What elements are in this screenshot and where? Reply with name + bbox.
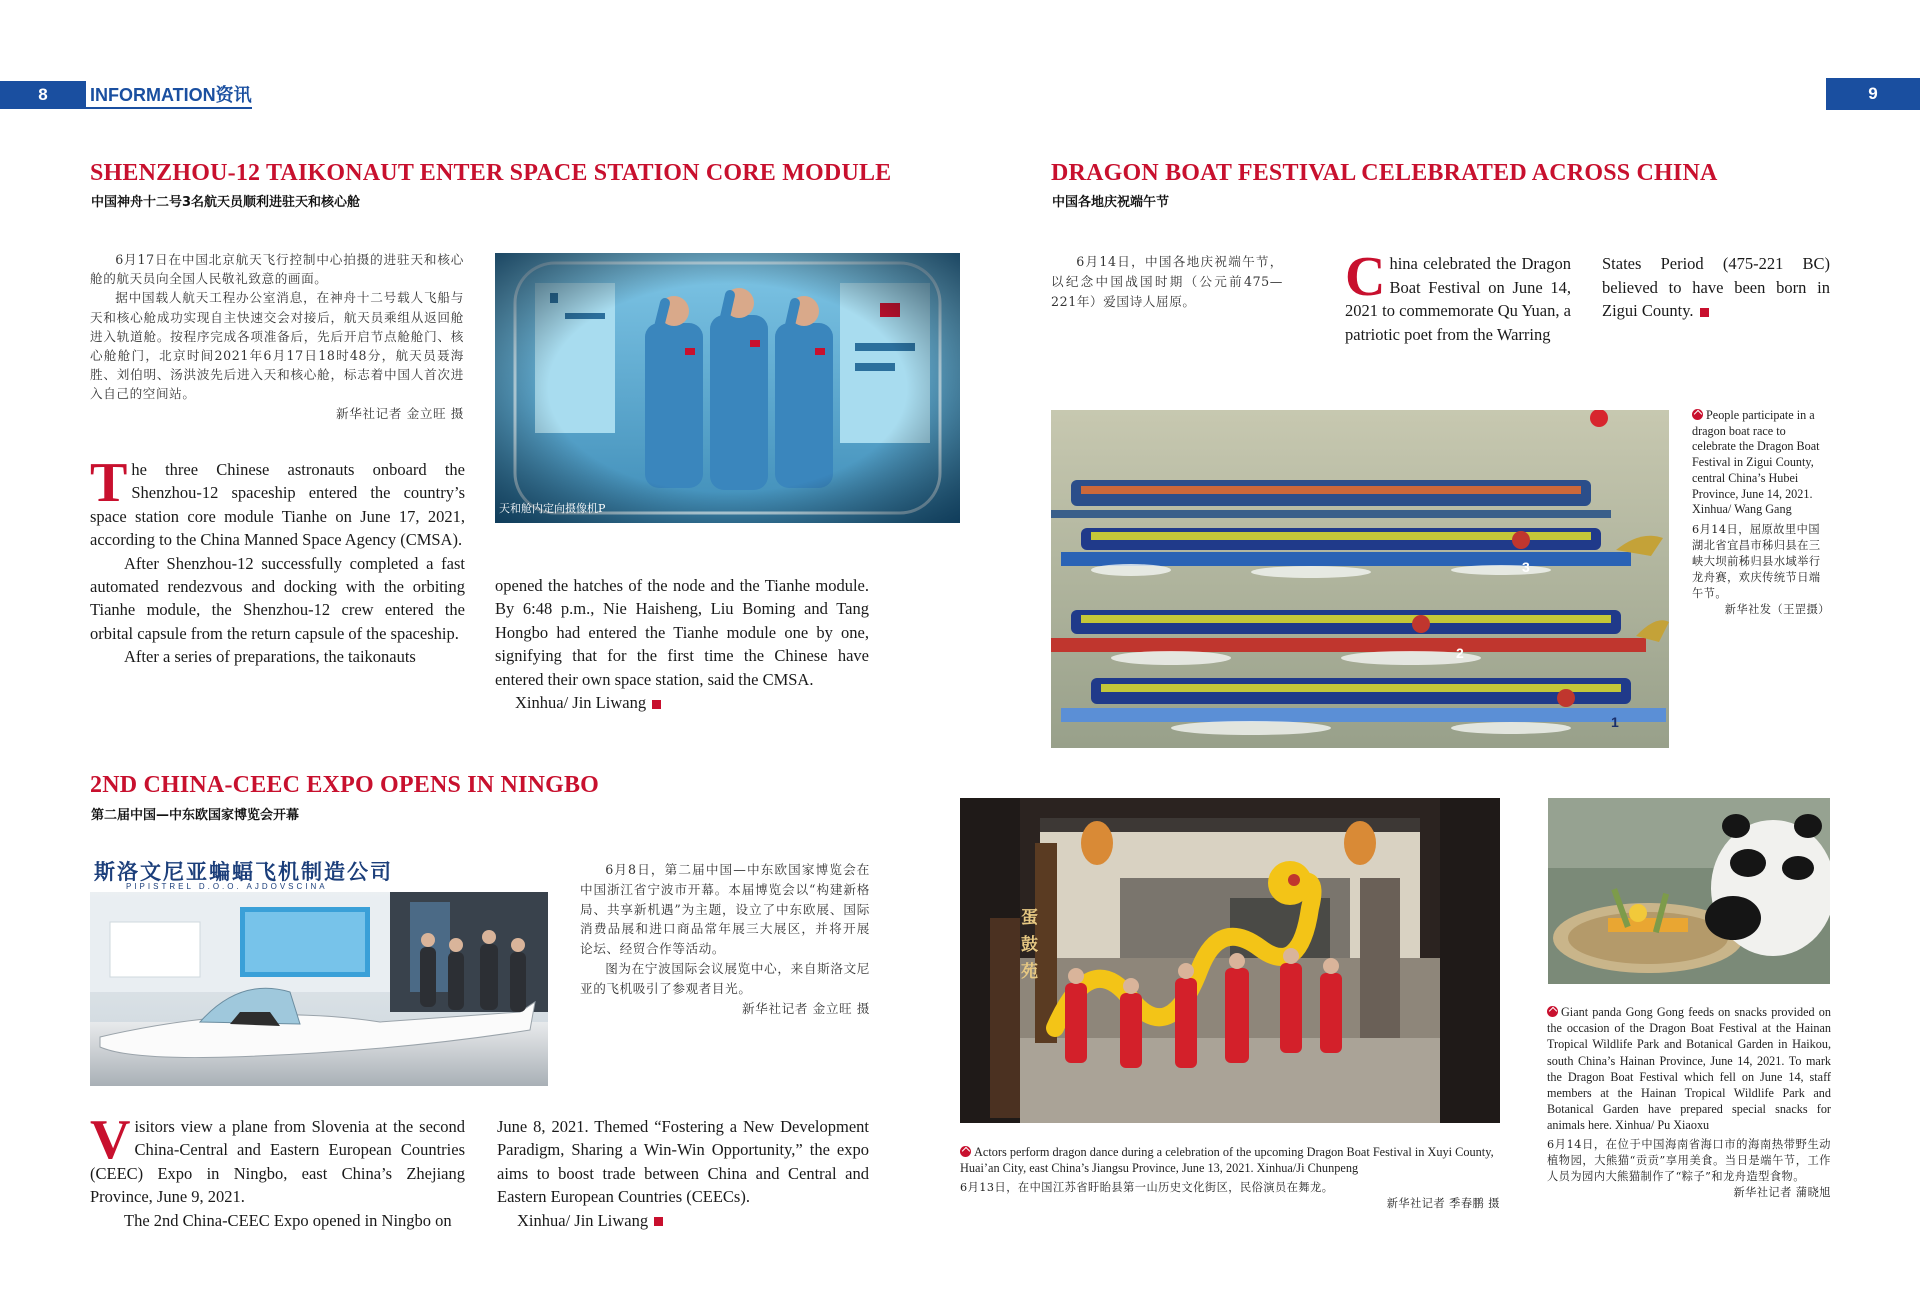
en-paragraph: opened the hatches of the node and the Tianhe module. By 6:48 p.m., Nie Haisheng, Liu Boming and Tang Hongbo had entered the Tianhe module one by one, signifying that for the first time the Chinese have entered their own space station, said the CMSA. xyxy=(495,576,869,689)
caption-credit: 新华社记者 季春鹏 摄 xyxy=(1386,1197,1500,1211)
en-paragraph: After Shenzhou-12 successfully completed a fast automated rendezvous and docking with the orbiting Tianhe module, the Shenzhou-12 crew entered the orbital capsule from the return capsule of the spaceship. xyxy=(90,553,465,643)
en-paragraph: China celebrated the Dragon Boat Festival on June 14, 2021 to commemorate Qu Yuan, a patriotic poet from the Warring xyxy=(1345,246,1571,344)
cn-paragraph: 6月8日，第二届中国—中东欧国家博览会在中国浙江省宁波市开幕。本届博览会以“构建新格局、共享新机遇”为主题，设立了中东欧展、国际消费品展和进口商品常年展三大展区，并将开展论坛、经贸合作等活动。 xyxy=(580,862,870,957)
caption-en: People participate in a dragon boat race to celebrate the Dragon Boat Festival in Zigui County, central China’s Hubei Province, June 14, 2021. Xinhua/ Wang Gang xyxy=(1692,408,1820,517)
section-label: INFORMATION资讯 xyxy=(90,85,252,105)
caption-en: Giant panda Gong Gong feeds on snacks provided on the occasion of the Dragon Boat Festival at the Hainan Tropical Wildlife Park and Botanical Garden in Haikou, south China’s Hainan Province, June 14, 2021. To mark the Dragon Boat Festival which fell on June 14, staff members at the Hainan Tropical Wildlife Park and Botanical Garden have prepared special snacks for animals here. Xinhua/ Pu Xiaoxu xyxy=(1547,1005,1831,1133)
article1-title: SHENZHOU-12 TAIKONAUT ENTER SPACE STATION CORE MODULE xyxy=(90,160,892,186)
panda-photo-illustration xyxy=(1548,798,1830,984)
article1-en-col2 xyxy=(495,574,869,714)
article3-title: DRAGON BOAT FESTIVAL CELEBRATED ACROSS CHINA xyxy=(1051,160,1718,186)
panda-caption xyxy=(1547,1004,1831,1201)
en-paragraph: After a series of preparations, the taikonauts xyxy=(124,647,416,667)
en-paragraph: The 2nd China-CEEC Expo opened in Ningbo on xyxy=(124,1210,452,1230)
camera-icon xyxy=(1692,409,1703,420)
taikonaut-photo-illustration xyxy=(495,253,960,523)
boat-number-2: 2 xyxy=(1456,645,1464,661)
exhibitor-sign-en: PIPISTREL D.O.O. AJDOVSCINA xyxy=(126,882,328,891)
end-mark xyxy=(654,1217,663,1226)
article1-subtitle: 中国神舟十二号3名航天员顺利进驻天和核心舱 xyxy=(91,195,361,210)
article2-en-col2 xyxy=(497,1115,869,1232)
article3-en-col1 xyxy=(1345,246,1571,346)
dance-hall-sign: 蛋鼓苑 xyxy=(1017,908,1037,989)
en-credit: Xinhua/ Jin Liwang xyxy=(495,691,869,714)
expo-photo xyxy=(90,852,548,1086)
cn-photo-credit: 新华社记者 金立旺 摄 xyxy=(336,405,464,421)
camera-label: 天和舱内定向摄像机P xyxy=(499,502,606,515)
cn-paragraph: 6月14日，中国各地庆祝端午节，以纪念中国战国时期（公元前475—221年）爱国诗人屈原。 xyxy=(1051,254,1283,309)
dragon-dance-photo xyxy=(960,798,1500,1123)
caption-credit: 新华社记者 蒲晓旭 xyxy=(1733,1185,1831,1199)
article3-subtitle: 中国各地庆祝端午节 xyxy=(1052,195,1170,210)
caption-cn: 6月14日，屈原故里中国湖北省宜昌市秭归县在三峡大坝前秭归县水域举行龙舟赛，欢庆传统节日端午节。 xyxy=(1692,522,1821,600)
taikonaut-photo xyxy=(495,253,960,523)
dragon-boat-photo xyxy=(1051,410,1669,748)
caption-credit: 新华社发（王罡摄） xyxy=(1724,602,1830,616)
cn-paragraph: 6月17日在中国北京航天飞行控制中心拍摄的进驻天和核心舱的航天员向全国人民敬礼致意的画面。 xyxy=(90,252,464,287)
en-paragraph: The three Chinese astronauts onboard the Shenzhou-12 spaceship entered the country’s space station core module Tianhe on June 17, 2021, according to the China Manned Space Agency (CMSA). xyxy=(90,452,465,550)
caption-cn: 6月13日，在中国江苏省盱眙县第一山历史文化街区，民俗演员在舞龙。 xyxy=(960,1181,1334,1195)
dropcap: C xyxy=(1345,246,1386,308)
article3-cn-text xyxy=(1051,252,1283,312)
caption-en: Actors perform dragon dance during a celebration of the upcoming Dragon Boat Festival in Xuyi County, Huai’an City, east China’s Jiangsu Province, June 13, 2021. Xinhua/Ji Chunpeng xyxy=(960,1145,1494,1176)
cn-photo-credit: 新华社记者 金立旺 摄 xyxy=(742,1000,870,1016)
left-page-number: 8 xyxy=(0,81,86,109)
camera-icon xyxy=(960,1146,971,1157)
cn-paragraph: 图为在宁波国际会议展览中心，来自斯洛文尼亚的飞机吸引了参观者目光。 xyxy=(580,960,870,996)
caption-cn: 6月14日，在位于中国海南省海口市的海南热带野生动植物园，大熊猫“贡贡”享用美食。当日是端午节，工作人员为园内大熊猫制作了“粽子”和龙舟造型食物。 xyxy=(1547,1137,1831,1183)
dragon-boat-photo-illustration xyxy=(1051,410,1669,748)
camera-icon xyxy=(1547,1006,1558,1017)
en-paragraph: June 8, 2021. Themed “Fostering a New Development Paradigm, Sharing a Win-Win Opportunity,” the expo aims to boost trade between China and Central and Eastern European Countries (CEECs). xyxy=(497,1117,869,1207)
end-mark xyxy=(1700,308,1709,317)
exhibitor-sign: 斯洛文尼亚蝙蝠飞机制造公司 xyxy=(94,859,393,884)
dragon-boat-caption xyxy=(1692,408,1830,618)
article2-en-col1 xyxy=(90,1109,465,1232)
en-paragraph: Visitors view a plane from Slovenia at the second China-Central and Eastern European Countries (CEEC) Expo in Ningbo, east China’s Zhejiang Province, June 9, 2021. xyxy=(90,1109,465,1207)
dropcap: T xyxy=(90,452,128,514)
header-rule xyxy=(86,107,252,109)
cn-paragraph: 据中国载人航天工程办公室消息，在神舟十二号载人飞船与天和核心舱成功实现自主快速交会对接后，航天员乘组从返回舱进入轨道舱。按程序完成各项准备后，先后开启节点舱舱门、核心舱舱门，北京时间2021年6月17日18时48分，航天员聂海胜、刘伯明、汤洪波先后进入天和核心舱，标志着中国人首次进入自己的空间站。 xyxy=(90,290,464,402)
panda-photo xyxy=(1548,798,1830,984)
dragon-dance-photo-illustration xyxy=(960,798,1500,1123)
boat-number-1: 1 xyxy=(1611,714,1619,730)
dropcap: V xyxy=(90,1109,131,1171)
article2-subtitle: 第二届中国—中东欧国家博览会开幕 xyxy=(91,808,300,823)
article2-cn-text xyxy=(580,860,870,1018)
article1-cn-text xyxy=(90,250,464,423)
end-mark xyxy=(652,700,661,709)
right-page-number: 9 xyxy=(1826,78,1920,110)
boat-number-3: 3 xyxy=(1522,559,1530,575)
dragon-dance-caption xyxy=(960,1144,1500,1212)
en-paragraph: States Period (475-221 BC) believed to have been born in Zigui County. xyxy=(1602,254,1830,321)
article3-en-col2 xyxy=(1602,252,1830,323)
en-credit: Xinhua/ Jin Liwang xyxy=(497,1209,869,1232)
article2-title: 2ND CHINA-CEEC EXPO OPENS IN NINGBO xyxy=(90,772,600,798)
article1-en-col1 xyxy=(90,452,465,669)
